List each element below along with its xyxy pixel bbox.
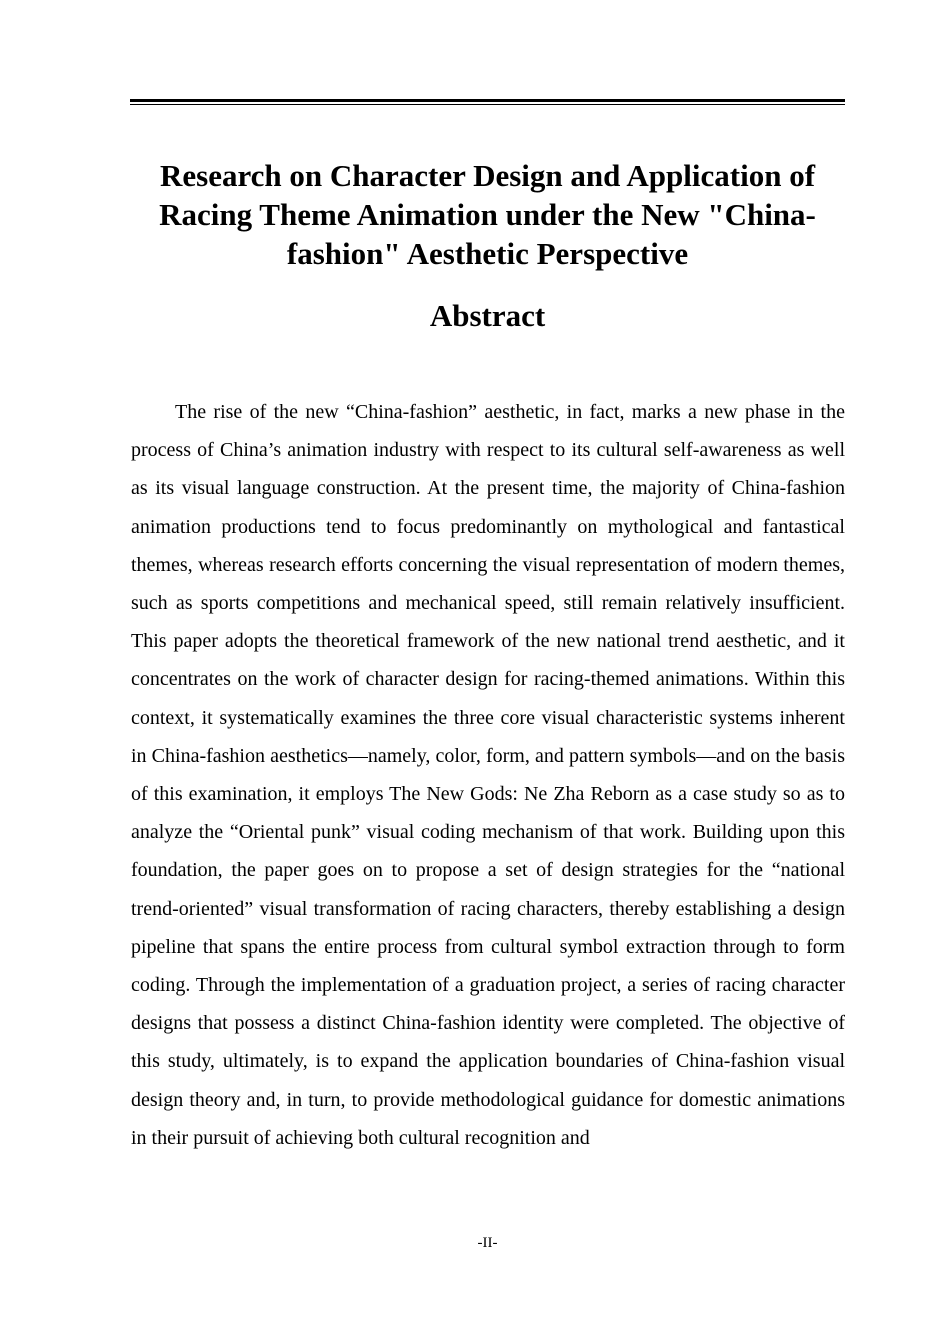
abstract-body: The rise of the new “China-fashion” aesthetic, in fact, marks a new phase in the process of China’s animation industry with respect to its cultural self-awareness as well as its visual language construction. At the present time, the majority of China-fashion animation productions tend to focus predominantly on mythological and fantastical themes, whereas research efforts concerning the visual representation of modern themes, such as sports competitions and mechanical speed, still remain relatively insufficient. This paper adopts the theoretical framework of the new national trend aesthetic, and it concentrates on the work of character design for racing-themed animations. Within this context, it systematically examines the three core visual characteristic systems inherent in China-fashion aesthetics—namely, color, form, and pattern symbols—and on the basis of this examination, it employs The New Gods: Ne Zha Reborn as a case study so as to analyze the “Oriental punk” visual coding mechanism of that work. Building upon this foundation, the paper goes on to propose a set of design strategies for the “national trend-oriented” visual transformation of racing characters, thereby establishing a design pipeline that spans the entire process from cultural symbol extraction through to form coding. Through the implementation of a graduation project, a series of racing character designs that possess a distinct China-fashion identity were completed. The objective of this study, ultimately, is to expand the application boundaries of China-fashion visual design theory and, in turn, to provide methodological guidance for domestic animations in their pursuit of achieving both cultural recognition and [131, 401, 845, 1149]
paper-title: Research on Character Design and Application of Racing Theme Animation under the New "China-fashion" Aesthetic Perspective [159, 158, 816, 271]
header-rule-thin [130, 104, 845, 105]
section-heading: Abstract [429, 298, 546, 333]
header-rule-thick [130, 99, 845, 102]
page-number: -II- [477, 1235, 498, 1251]
